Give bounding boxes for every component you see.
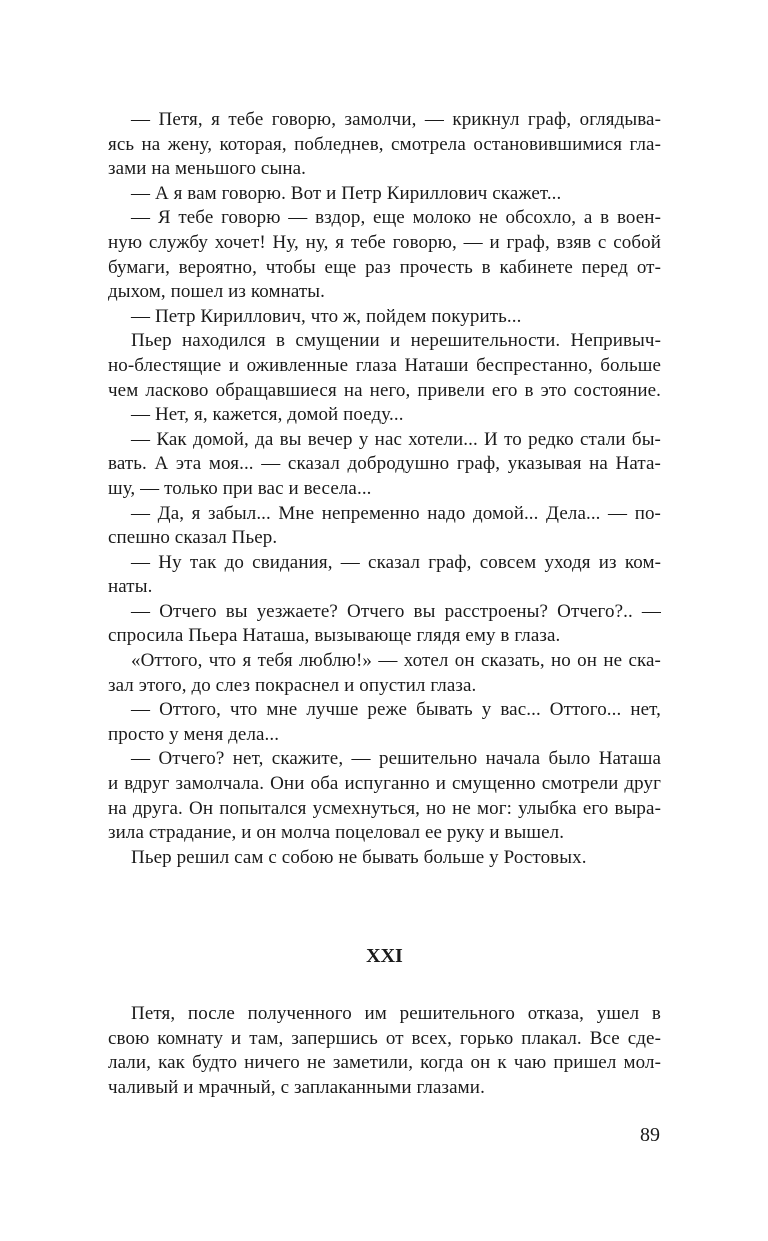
page-number: 89 <box>640 1124 660 1146</box>
paragraph-start-text: Пьер находился в смущении и нерешительности. Непривыч- <box>131 330 661 352</box>
text-line: просто у меня дела... <box>108 723 280 745</box>
text-line <box>108 206 661 231</box>
text-line: наты. <box>108 576 153 598</box>
text-line: чем ласково обращавшиеся на него, привели его в это состояние. <box>108 379 661 401</box>
text-line <box>108 551 661 576</box>
text-line: чаливый и мрачный, с заплаканными глазами. <box>108 1076 485 1098</box>
chapter-title: XXI <box>366 945 403 967</box>
text-line: но-блестящие и оживленные глаза Наташи беспрестанно, больше <box>108 354 661 376</box>
paragraph-start-text: — А я вам говорю. Вот и Петр Кириллович скажет... <box>131 182 562 204</box>
paragraph-start-text: — Я тебе говорю — вздор, еще молоко не обсохло, а в воен- <box>131 207 661 229</box>
paragraph-start-text: — Петя, я тебе говорю, замолчи, — крикнул граф, оглядыва- <box>131 109 661 130</box>
text-line <box>108 846 661 871</box>
text-line: вать. А эта моя... — сказал добродушно граф, указывая на Ната- <box>108 453 661 475</box>
text-line <box>108 329 661 354</box>
body-text <box>108 108 661 870</box>
text-line <box>108 600 661 625</box>
text-line <box>108 649 661 674</box>
text-line <box>108 747 661 772</box>
text-line: бумаги, вероятно, чтобы еще раз прочесть в кабинете перед от- <box>108 256 661 278</box>
paragraph-start-text: Пьер решил сам с собою не бывать больше у Ростовых. <box>131 846 587 868</box>
text-line <box>108 428 661 453</box>
text-line: ную службу хочет! Ну, ну, я тебе говорю, — и граф, взяв с собой <box>108 231 661 253</box>
text-line: зила страдание, и он молча поцеловал ее руку и вышел. <box>108 822 565 844</box>
text-line: свою комнату и там, запершись от всех, горько плакал. Все сде- <box>108 1027 661 1049</box>
paragraph-start-text: — Отчего? нет, скажите, — решительно начала было Наташа <box>131 748 661 770</box>
paragraph-start-text: «Оттого, что я тебя люблю!» — хотел он сказать, но он не ска- <box>131 650 661 672</box>
paragraph-start-text: — Как домой, да вы вечер у нас хотели... И то редко стали бы- <box>131 428 661 450</box>
paragraph-start-text: — Петр Кириллович, что ж, пойдем покурить... <box>131 305 522 327</box>
text-line: на друга. Он попытался усмехнуться, но не мог: улыбка его выра- <box>108 797 661 819</box>
text-line <box>108 108 661 133</box>
text-line: дыхом, пошел из комнаты. <box>108 281 326 303</box>
text-line: лали, как будто ничего не заметили, когда он к чаю пришел мол- <box>108 1052 661 1074</box>
text-line: ясь на жену, которая, побледнев, смотрела остановившимися гла- <box>108 133 661 155</box>
text-line <box>108 698 661 723</box>
text-line: зал этого, до слез покраснел и опустил глаза. <box>108 674 477 696</box>
text-line: спросила Пьера Наташа, вызывающе глядя ему в глаза. <box>108 625 561 647</box>
text-line <box>108 305 661 330</box>
paragraph-start-text: Петя, после полученного им решительного отказа, ушел в <box>131 1003 661 1024</box>
text-line <box>108 182 661 207</box>
text-line: спешно сказал Пьер. <box>108 527 278 549</box>
text-line <box>108 502 661 527</box>
text-line: зами на меньшого сына. <box>108 158 306 180</box>
paragraph-start-text: — Да, я забыл... Мне непременно надо домой... Дела... — по- <box>131 502 661 524</box>
chapter-text <box>108 1002 661 1100</box>
paragraph-start-text: — Нет, я, кажется, домой поеду... <box>131 404 404 426</box>
text-line: шу, — только при вас и весела... <box>108 477 372 499</box>
text-line: и вдруг замолчала. Они оба испуганно и смущенно смотрели друг <box>108 773 661 795</box>
text-line <box>108 403 661 428</box>
paragraph-start-text: — Отчего вы уезжаете? Отчего вы расстроены? Отчего?.. — <box>131 600 661 622</box>
text-line <box>108 1002 661 1027</box>
paragraph-start-text: — Оттого, что мне лучше реже бывать у вас... Оттого... нет, <box>131 699 661 721</box>
paragraph-start-text: — Ну так до свидания, — сказал граф, совсем уходя из ком- <box>131 551 661 573</box>
